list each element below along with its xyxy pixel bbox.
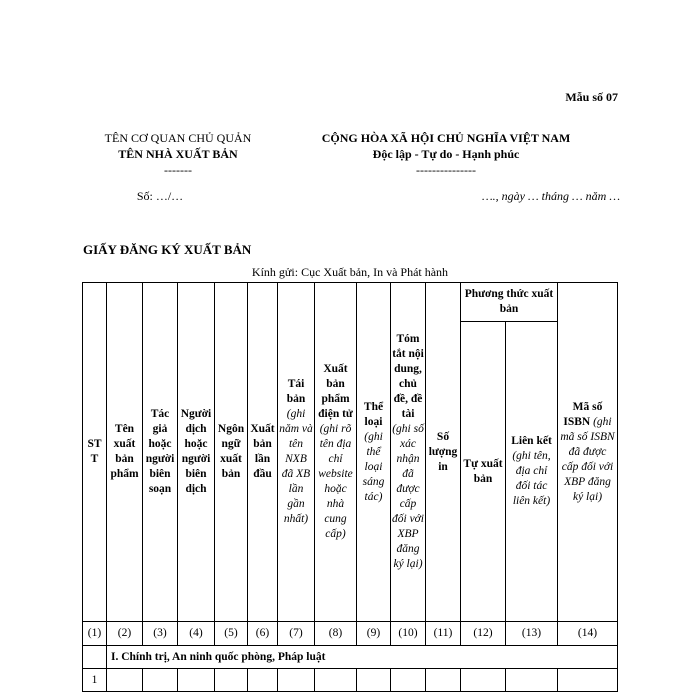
table-cell[interactable] bbox=[315, 669, 357, 692]
table-cell[interactable] bbox=[215, 669, 248, 692]
header-row bbox=[83, 283, 618, 322]
header-isbn-note: (ghi mã số ISBN đã được cấp đối với XBP đăng ký lại) bbox=[560, 415, 615, 503]
form-number: Mẫu số 07 bbox=[565, 90, 618, 104]
recipient-line: Kính gửi: Cục Xuất bản, In và Phát hành bbox=[251, 265, 449, 279]
document-number: Số: …/… bbox=[136, 189, 184, 203]
header-electronic-note: (ghi rõ tên địa chỉ website hoặc nhà cung cấp) bbox=[318, 423, 353, 540]
left-divider: ------- bbox=[164, 163, 192, 177]
right-divider: --------------- bbox=[416, 163, 476, 177]
header-publishing-method: Phương thức xuất bản bbox=[461, 283, 558, 322]
table-cell[interactable] bbox=[506, 669, 558, 692]
header-genre-note: (ghi thể loại sáng tác) bbox=[362, 430, 385, 503]
section-blank-cell bbox=[83, 646, 107, 669]
header-isbn-label: Mã số ISBN bbox=[563, 400, 603, 428]
document-date: …., ngày … tháng … năm … bbox=[481, 189, 620, 203]
column-number: (8) bbox=[315, 622, 357, 646]
section-title: I. Chính trị, An ninh quốc phòng, Pháp luật bbox=[107, 646, 618, 669]
column-number-row bbox=[83, 622, 618, 646]
column-number: (1) bbox=[83, 622, 107, 646]
header-reprint-label: Tái bản bbox=[286, 378, 306, 405]
header-partnership-note: (ghi tên, địa chỉ đối tác liên kết) bbox=[512, 450, 551, 508]
column-number: (6) bbox=[248, 622, 278, 646]
column-number: (14) bbox=[558, 622, 618, 646]
header-print-quantity: Số lượng in bbox=[426, 283, 461, 622]
header-summary-label: Tóm tắt nội dung, chủ đề, đề tài bbox=[392, 333, 424, 420]
header-language: Ngôn ngữ xuất bản bbox=[215, 283, 248, 622]
header-summary-note: (ghi số xác nhận đã được cấp đối với XBP đăng ký lại) bbox=[392, 423, 425, 570]
column-number: (5) bbox=[215, 622, 248, 646]
row-number: 1 bbox=[83, 669, 107, 692]
table-cell[interactable] bbox=[461, 669, 506, 692]
national-header bbox=[296, 130, 596, 178]
national-motto: Độc lập - Tự do - Hạnh phúc bbox=[372, 147, 520, 161]
header-partnership-label: Liên kết bbox=[511, 435, 552, 448]
header-reprint-note: (ghi năm và tên NXB đã XB lần gần nhất) bbox=[279, 408, 313, 525]
header-summary bbox=[391, 283, 426, 622]
table-cell[interactable] bbox=[278, 669, 315, 692]
table-row bbox=[83, 669, 618, 692]
column-number: (3) bbox=[143, 622, 178, 646]
column-number: (9) bbox=[357, 622, 391, 646]
header-reprint bbox=[278, 283, 315, 622]
header-author: Tác giả hoặc người biên soạn bbox=[143, 283, 178, 622]
country-name: CỘNG HÒA XÃ HỘI CHỦ NGHĨA VIỆT NAM bbox=[321, 131, 571, 145]
table-cell[interactable] bbox=[107, 669, 143, 692]
table-cell[interactable] bbox=[357, 669, 391, 692]
header-genre-label: Thể loại bbox=[363, 400, 384, 428]
column-number: (10) bbox=[391, 622, 426, 646]
header-electronic-label: Xuất bản phẩm điện tử bbox=[318, 363, 353, 420]
publisher-name: TÊN NHÀ XUẤT BẢN bbox=[118, 147, 238, 161]
registration-table bbox=[82, 282, 618, 692]
agency-header bbox=[80, 130, 276, 178]
column-number: (12) bbox=[461, 622, 506, 646]
table-cell[interactable] bbox=[248, 669, 278, 692]
header-stt: STT bbox=[83, 283, 107, 622]
header-title: Tên xuất bản phẩm bbox=[107, 283, 143, 622]
section-row bbox=[83, 646, 618, 669]
table-cell[interactable] bbox=[391, 669, 426, 692]
header-partnership bbox=[506, 322, 558, 622]
column-number: (13) bbox=[506, 622, 558, 646]
header-self-publish: Tự xuất bản bbox=[461, 322, 506, 622]
table-cell[interactable] bbox=[178, 669, 215, 692]
column-number: (2) bbox=[107, 622, 143, 646]
header-genre bbox=[357, 283, 391, 622]
column-number: (7) bbox=[278, 622, 315, 646]
header-translator: Người dịch hoặc người biên dịch bbox=[178, 283, 215, 622]
column-number: (11) bbox=[426, 622, 461, 646]
table-cell[interactable] bbox=[426, 669, 461, 692]
header-electronic bbox=[315, 283, 357, 622]
header-isbn bbox=[558, 283, 618, 622]
column-number: (4) bbox=[178, 622, 215, 646]
document-title: GIẤY ĐĂNG KÝ XUẤT BẢN bbox=[83, 242, 252, 257]
table-cell[interactable] bbox=[143, 669, 178, 692]
governing-agency: TÊN CƠ QUAN CHỦ QUẢN bbox=[104, 131, 252, 145]
table-cell[interactable] bbox=[558, 669, 618, 692]
header-first-edition: Xuất bản lần đầu bbox=[248, 283, 278, 622]
